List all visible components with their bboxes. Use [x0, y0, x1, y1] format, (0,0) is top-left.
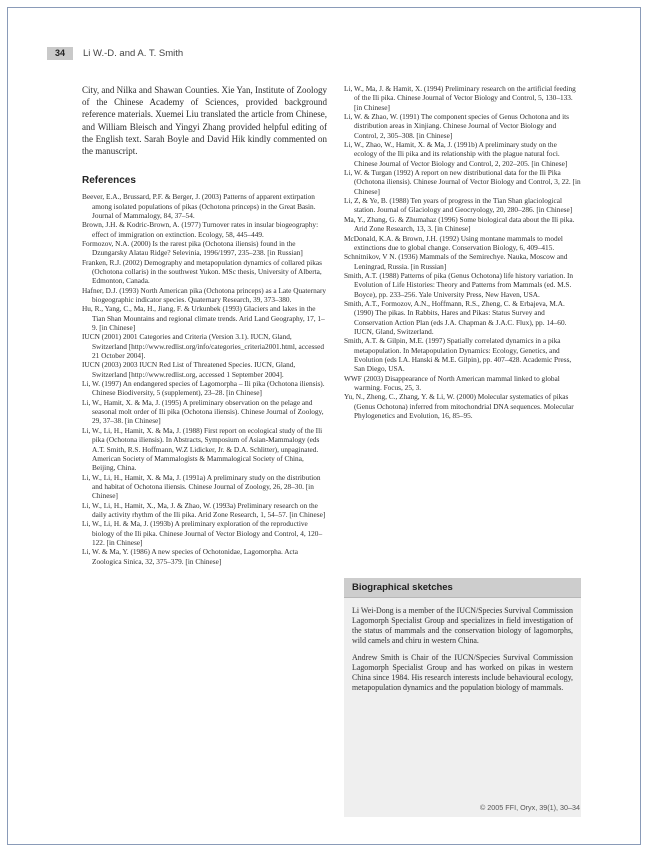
reference-entry: Smith, A.T. (1988) Patterns of pika (Genus Ochotona) life history variation. In Evolution of Life Histories: Theory and Patterns from Mammals (ed. M.S. Boyce), pp. 233–256. Yale University Press, New Haven, USA. [344, 270, 574, 299]
reference-entry: Ma, Y., Zhang, G. & Zhumahaz (1996) Some biological data about the Ili pika. Arid Zone Research, 13, 3. [in Chinese] [344, 214, 575, 234]
reference-entry: Smith, A.T. & Gilpin, M.E. (1997) Spatially correlated dynamics in a pika metapopulation. In Metapopulation Dynamics: Ecology, Genetics, and Evolution (eds I.A. Hanski & M.E. Gilpin), pp. 407–428. Academic Press, San Diego, USA. [344, 336, 572, 374]
page-footer: © 2005 FFI, Oryx, 39(1), 30–34 [480, 803, 580, 812]
bio-paragraph: Andrew Smith is Chair of the IUCN/Species Survival Commission Lagomorph Specialist Group and has worked on pikas in western China since 1984. His research interests include behavioural ecology, metapopulation dynamics and the population biology of mammals. [352, 653, 573, 692]
reference-entry: Yu, N., Zheng, C., Zhang, Y. & Li, W. (2000) Molecular systematics of pikas (Genus Ochotona) inferred from mitochondrial DNA sequences. Molecular Phylogenetics and Evolution, 16, 85–95. [344, 392, 574, 421]
reference-entry: Li, W., Zhao, W., Hamit, X. & Ma, J. (1991b) A preliminary study on the ecology of the Ili pika and its relationship with the plague natural foci. Chinese Journal of Vector Biology and Control, 2, 202–205. [in Chinese] [344, 140, 568, 168]
left-column [82, 84, 327, 566]
reference-entry: McDonald, K.A. & Brown, J.H. (1992) Using montane mammals to model extinctions due to global change. Conservation Biology, 6, 409–415. [344, 233, 563, 252]
right-column [344, 84, 581, 420]
reference-entry: Li, W., Ma, J. & Hamit, X. (1994) Preliminary research on the artificial feeding of the Ili pika. Chinese Journal of Vector Biology and Control, 5, 130–133. [in Chinese] [344, 84, 576, 112]
page-header [47, 46, 183, 60]
reference-entry: Formozov, N.A. (2000) Is the rarest pika (Ochotona iliensis) found in the Dzungarsky Alatau Ridge? Selevinia, 1996/1997, 235–238. [in Russian] [82, 238, 303, 258]
reference-entry: Smith, A.T., Formozov, A.N., Hoffmann, R.S., Zheng, C. & Erbajeva, M.A. (1990) The pikas. In Rabbits, Hares and Pikas: Status Survey and Conservation Action Plan (eds J.A. Chapman & J.A.C. Flux), pp. 14–60. IUCN, Gland, Switzerland. [344, 298, 567, 336]
reference-entry: Li, W. & Turgan (1992) A report on new distributional data for the Ili Pika (Ochotona iliensis). Chinese Journal of Vector Biology and Control, 3, 22. [in Chinese] [344, 168, 581, 196]
intro-paragraph: City, and Nilka and Shawan Counties. Xie Yan, Institute of Zoology of the Chinese Academy of Sciences, provided background reference materials. Xuemei Liu translated the article from Chinese, and William Bleisch and Yingyi Zhang provided helpful editing of the English text. Sarah Boyle and David Hik kindly commented on the manuscript. [82, 85, 327, 157]
bio-paragraph: Li Wei-Dong is a member of the IUCN/Species Survival Commission Lagomorph Specialist Group and specializes in field investigation of the status of mammals and the conservation biology of lagomorphs, wild camels and chiru in western China. [352, 606, 573, 645]
page-number: 34 [47, 47, 73, 60]
reference-entry: IUCN (2001) 2001 Categories and Criteria (Version 3.1). IUCN, Gland, Switzerland [http://www.redlist.org/info/categories_criteria2001.html, accessed 21 October 2004]. [82, 332, 325, 361]
reference-entry: Li, W., Li, H., Hamit, X. & Ma, J. (1991a) A preliminary study on the distribution and habitat of Ochotona iliensis. Chinese Journal of Zoology, 26, 28–30. [in Chinese] [82, 472, 321, 501]
references-heading: References [82, 175, 136, 187]
reference-entry: WWF (2003) Disappearance of North American mammal linked to global warming. Focus, 25, 3. [344, 373, 560, 392]
bio-title: Biographical sketches [344, 578, 581, 598]
biographical-sketches-box [344, 578, 581, 817]
reference-entry: Schnitnikov, V N. (1936) Mammals of the Semirechye. Nauka, Moscow and Leningrad, Russia. [in Russian] [344, 252, 568, 271]
reference-entry: Li, W., Li, H. & Ma, J. (1993b) A preliminary exploration of the reproductive biology of the Ili pika. Chinese Journal of Vector Biology and Control, 4, 120–122. [in Chinese] [82, 519, 323, 547]
reference-entry: Franken, R.J. (2002) Demography and metapopulation dynamics of collared pikas (Ochotona collaris) in the southwest Yukon. MSc thesis, University of Alberta, Edmonton, Canada. [82, 257, 322, 286]
references-list-left [82, 192, 327, 566]
reference-entry: Brown, J.H. & Kodric-Brown, A. (1977) Turnover rates in insular biogeography: effect of immigration on extinction. Ecology, 58, 445–449. [82, 220, 319, 239]
reference-entry: Li, W. & Zhao, W. (1991) The component species of Genus Ochotona and its distribution areas in Xinjiang. Chinese Journal of Vector Biology and Control, 2, 305–308. [in Chinese] [344, 112, 570, 140]
reference-entry: Li, W., Li, H., Hamit, X., Ma, J. & Zhao, W. (1993a) Preliminary research on the daily activity rhythm of the Ili pika. Arid Zone Research, 1, 54–57. [in Chinese] [82, 500, 326, 519]
reference-entry: Li, W. (1997) An endangered species of Lagomorpha – Ili pika (Ochotona iliensis). Chinese Biodiversity, 5 (supplement), 23–28. [in Chinese] [82, 379, 325, 398]
reference-entry: Hu, R., Yang, C., Ma, H., Jiang, F. & Urkunbek (1993) Glaciers and lakes in the Tian Shan Mountains and regional climate trends. Arid Land Geography, 17, 1–9. [in Chinese] [82, 304, 325, 333]
reference-entry: IUCN (2003) 2003 IUCN Red List of Threatened Species. IUCN, Gland, Switzerland [http://www.redlist.org, accessed 1 September 2004]. [82, 360, 296, 379]
reference-entry: Li, W. & Ma, Y. (1986) A new species of Ochotonidae, Lagomorpha. Acta Zoologica Sinica, 32, 375–379. [in Chinese] [82, 547, 299, 566]
reference-entry: Li, W., Li, H., Hamit, X. & Ma, J. (1988) First report on ecological study of the Ili pika (Ochotona iliensis). In Abstracts, Symposium of Asian-Mammalogy (eds A.T. Smith, R.S. Hoffmann, W.Z Lidicker, Jr. & D.A. Schlitter), unpaginated. American Society of Mammalogists & Mammalogical Society of China, Beijing, China. [82, 425, 323, 473]
references-list-right [344, 84, 581, 420]
reference-entry: Li, Z, & Ye, B. (1988) Ten years of progress in the Tian Shan glaciological station. Journal of Glaciology and Geocryology, 20, 280–286. [in Chinese] [344, 196, 573, 215]
reference-entry: Beever, E.A., Brussard, P.F. & Berger, J. (2003) Patterns of apparent extirpation among isolated populations of pikas (Ochotona princeps) in the Great Basin. Journal of Mammalogy, 84, 37–54. [82, 192, 316, 220]
reference-entry: Hafner, D.J. (1993) North American pika (Ochotona princeps) as a Late Quaternary biogeographic indicator species. Quaternary Research, 39, 373–380. [82, 285, 327, 304]
reference-entry: Li, W., Hamit, X. & Ma, J. (1995) A preliminary observation on the pelage and seasonal molt order of Ili pika (Ochotona iliensis). Chinese Journal of Zoology, 29, 37–38. [in Chinese] [82, 397, 324, 426]
running-head: Li W.-D. and A. T. Smith [83, 47, 184, 59]
